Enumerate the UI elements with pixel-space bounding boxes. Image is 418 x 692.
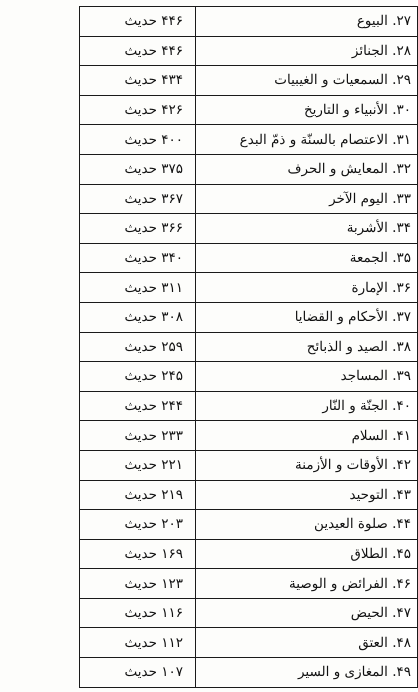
topic-cell: ۴۶. الفرائض و الوصیة xyxy=(196,569,418,599)
topic-cell: ۳۰. الأنبیاء و التاریخ xyxy=(196,95,418,125)
count-cell: ۳۱۱ حدیث xyxy=(80,273,196,303)
topic-cell: ۳۱. الاعتصام بالسنّة و ذمّ البدع xyxy=(196,125,418,155)
count-cell: ۲۴۴ حدیث xyxy=(80,391,196,421)
table-body xyxy=(80,7,418,688)
table-row xyxy=(80,7,418,37)
table-row xyxy=(80,332,418,362)
table-row xyxy=(80,95,418,125)
table-row xyxy=(80,214,418,244)
table-row xyxy=(80,391,418,421)
count-cell: ۳۶۷ حدیث xyxy=(80,184,196,214)
topic-cell: ۴۰. الجنّة و النّار xyxy=(196,391,418,421)
count-cell: ۲۴۵ حدیث xyxy=(80,362,196,392)
topic-cell: ۴۲. الأوقات و الأزمنة xyxy=(196,450,418,480)
count-cell: ۱۱۲ حدیث xyxy=(80,628,196,658)
count-cell: ۱۰۷ حدیث xyxy=(80,658,196,688)
topic-cell: ۴۸. العتق xyxy=(196,628,418,658)
table-row xyxy=(80,125,418,155)
count-cell: ۳۴۰ حدیث xyxy=(80,243,196,273)
table-row xyxy=(80,273,418,303)
count-cell: ۴۴۶ حدیث xyxy=(80,36,196,66)
table-row xyxy=(80,302,418,332)
topic-cell: ۲۸. الجنائز xyxy=(196,36,418,66)
topic-cell: ۳۸. الصید و الذبائح xyxy=(196,332,418,362)
count-cell: ۳۰۸ حدیث xyxy=(80,302,196,332)
count-cell: ۲۱۹ حدیث xyxy=(80,480,196,510)
table-row xyxy=(80,36,418,66)
count-cell: ۳۷۵ حدیث xyxy=(80,154,196,184)
table-row xyxy=(80,658,418,688)
topic-cell: ۳۲. المعایش و الحرف xyxy=(196,154,418,184)
count-cell: ۱۲۳ حدیث xyxy=(80,569,196,599)
topic-cell: ۴۴. صلوة العیدین xyxy=(196,510,418,540)
topic-cell: ۲۷. البیوع xyxy=(196,7,418,37)
table-row xyxy=(80,569,418,599)
hadith-count-table xyxy=(79,6,418,688)
topic-cell: ۴۵. الطلاق xyxy=(196,539,418,569)
count-cell: ۴۳۴ حدیث xyxy=(80,66,196,96)
table-row xyxy=(80,362,418,392)
count-cell: ۱۱۶ حدیث xyxy=(80,598,196,628)
table-row xyxy=(80,480,418,510)
count-cell: ۲۵۹ حدیث xyxy=(80,332,196,362)
table-row xyxy=(80,628,418,658)
count-cell: ۳۶۶ حدیث xyxy=(80,214,196,244)
table-row xyxy=(80,421,418,451)
topic-cell: ۴۹. المغازی و السیر xyxy=(196,658,418,688)
topic-cell: ۳۴. الأشربة xyxy=(196,214,418,244)
topic-cell: ۳۵. الجمعة xyxy=(196,243,418,273)
table-row xyxy=(80,66,418,96)
count-cell: ۴۴۶ حدیث xyxy=(80,7,196,37)
table-row xyxy=(80,510,418,540)
count-cell: ۲۰۳ حدیث xyxy=(80,510,196,540)
topic-cell: ۴۷. الحیض xyxy=(196,598,418,628)
table-row xyxy=(80,184,418,214)
count-cell: ۲۳۳ حدیث xyxy=(80,421,196,451)
topic-cell: ۴۳. التوحید xyxy=(196,480,418,510)
topic-cell: ۲۹. السمعیات و الغیبیات xyxy=(196,66,418,96)
topic-cell: ۳۷. الأحکام و القضایا xyxy=(196,302,418,332)
table-row xyxy=(80,539,418,569)
count-cell: ۱۶۹ حدیث xyxy=(80,539,196,569)
table-row xyxy=(80,598,418,628)
count-cell: ۴۲۶ حدیث xyxy=(80,95,196,125)
table-row xyxy=(80,154,418,184)
count-cell: ۴۰۰ حدیث xyxy=(80,125,196,155)
table-row xyxy=(80,450,418,480)
topic-cell: ۳۹. المساجد xyxy=(196,362,418,392)
topic-cell: ۳۳. الیوم الآخر xyxy=(196,184,418,214)
topic-cell: ۴۱. السلام xyxy=(196,421,418,451)
count-cell: ۲۲۱ حدیث xyxy=(80,450,196,480)
table-row xyxy=(80,243,418,273)
topic-cell: ۳۶. الإمارة xyxy=(196,273,418,303)
